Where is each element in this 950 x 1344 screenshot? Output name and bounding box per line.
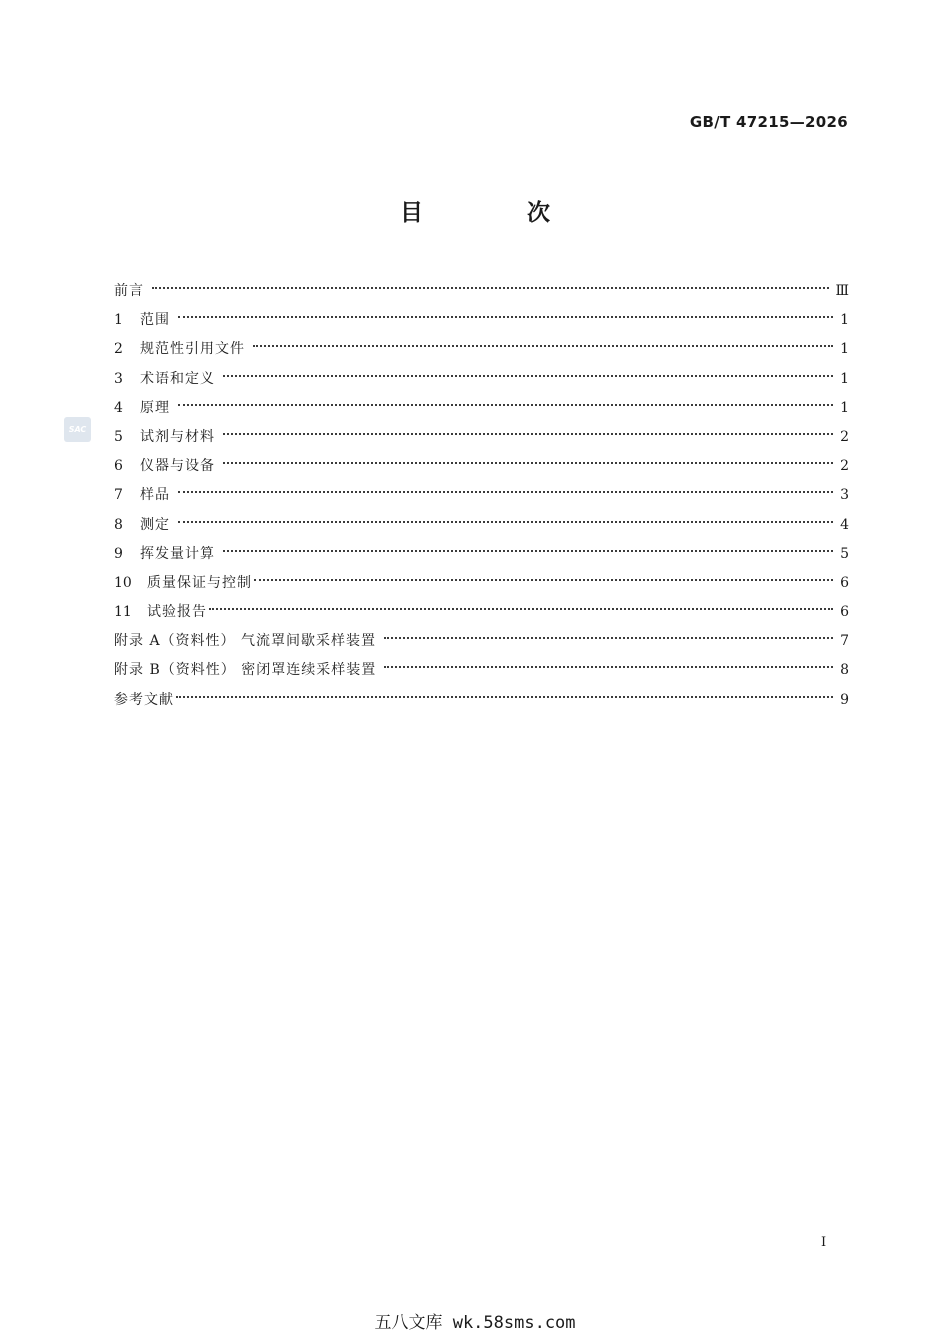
toc-entry-label: 规范性引用文件 — [140, 341, 245, 358]
toc-leader-dots — [176, 682, 833, 704]
toc-entry-page: 2 — [840, 428, 849, 445]
toc-entry-label: 附录 A（资料性） 气流罩间歇采样装置 — [114, 633, 377, 650]
toc-entry-number: 5 — [114, 428, 123, 445]
toc-entry-number: 2 — [114, 341, 123, 358]
page-title: 目 次 — [399, 200, 598, 226]
toc-entry-number: 10 — [114, 574, 132, 591]
toc-entry-label: 仪器与设备 — [140, 458, 215, 475]
toc-entry-page: 8 — [840, 662, 849, 679]
toc-entry-page: 5 — [840, 545, 849, 562]
toc-leader-dots — [178, 390, 833, 412]
toc-entry-number: 8 — [114, 516, 123, 533]
toc-entry-number: 3 — [114, 370, 123, 387]
sac-logo-watermark: SAC — [64, 417, 91, 442]
toc-entry-page: 1 — [840, 341, 849, 358]
toc-entry-page: 1 — [840, 370, 849, 387]
toc-entry-samples[interactable] — [114, 477, 849, 506]
toc-entry-page: 4 — [840, 516, 849, 533]
toc-entry-determination[interactable] — [114, 507, 849, 536]
toc-leader-dots — [178, 507, 833, 529]
toc-entry-terms-definitions[interactable] — [114, 361, 849, 390]
toc-entry-label: 试剂与材料 — [140, 428, 215, 445]
toc-entry-label: 附录 B（资料性） 密闭罩连续采样装置 — [114, 662, 377, 679]
toc-leader-dots — [152, 273, 829, 295]
toc-entry-normative-references[interactable] — [114, 331, 849, 360]
toc-entry-page: 7 — [840, 633, 849, 650]
page-number: Ⅰ — [821, 1235, 827, 1250]
toc-entry-apparatus[interactable] — [114, 448, 849, 477]
toc-leader-dots — [384, 652, 833, 674]
toc-leader-dots — [223, 361, 833, 383]
toc-entry-foreword[interactable] — [114, 273, 849, 302]
toc-leader-dots — [178, 477, 833, 499]
toc-entry-label: 试验报告 — [147, 604, 207, 621]
toc-leader-dots — [384, 623, 833, 645]
toc-entry-page: 1 — [840, 399, 849, 416]
toc-entry-reagents-materials[interactable] — [114, 419, 849, 448]
toc-entry-principle[interactable] — [114, 390, 849, 419]
toc-leader-dots — [253, 331, 833, 353]
toc-entry-scope[interactable] — [114, 302, 849, 331]
toc-entry-number: 7 — [114, 487, 123, 504]
toc-entry-page: 2 — [840, 458, 849, 475]
toc-entry-label: 挥发量计算 — [140, 545, 215, 562]
toc-entry-label: 质量保证与控制 — [147, 574, 252, 591]
toc-entry-page: 6 — [840, 574, 849, 591]
standard-number: GB/T 47215—2026 — [689, 113, 848, 131]
toc-leader-dots — [178, 302, 833, 324]
toc-leader-dots — [254, 565, 833, 587]
toc-entry-quality-assurance[interactable] — [114, 565, 849, 594]
toc-entry-page: 6 — [840, 604, 849, 621]
toc-entry-page: 1 — [840, 312, 849, 329]
toc-leader-dots — [223, 448, 833, 470]
toc-entry-annex-a[interactable] — [114, 623, 849, 652]
table-of-contents — [114, 273, 849, 711]
toc-entry-label: 范围 — [140, 312, 170, 329]
toc-entry-number: 6 — [114, 458, 123, 475]
toc-entry-page: 3 — [840, 487, 849, 504]
toc-entry-number: 4 — [114, 399, 123, 416]
toc-entry-label: 术语和定义 — [140, 370, 215, 387]
toc-entry-label: 样品 — [140, 487, 170, 504]
toc-entry-test-report[interactable] — [114, 594, 849, 623]
toc-entry-label: 原理 — [140, 399, 170, 416]
toc-entry-number: 9 — [114, 545, 123, 562]
toc-entry-annex-b[interactable] — [114, 652, 849, 681]
toc-entry-number: 11 — [114, 604, 132, 621]
toc-entry-label: 测定 — [140, 516, 170, 533]
toc-leader-dots — [223, 536, 833, 558]
toc-entry-number: 1 — [114, 312, 123, 329]
toc-entry-label: 前言 — [114, 283, 144, 299]
toc-entry-volatilization-calculation[interactable] — [114, 536, 849, 565]
toc-entry-bibliography[interactable] — [114, 682, 849, 711]
toc-entry-page: 9 — [840, 691, 849, 708]
footer-watermark-text: 五八文库 wk.58sms.com — [374, 1313, 576, 1333]
toc-leader-dots — [209, 594, 833, 616]
toc-leader-dots — [223, 419, 833, 441]
toc-entry-page: Ⅲ — [835, 283, 849, 299]
toc-entry-label: 参考文献 — [114, 691, 174, 708]
